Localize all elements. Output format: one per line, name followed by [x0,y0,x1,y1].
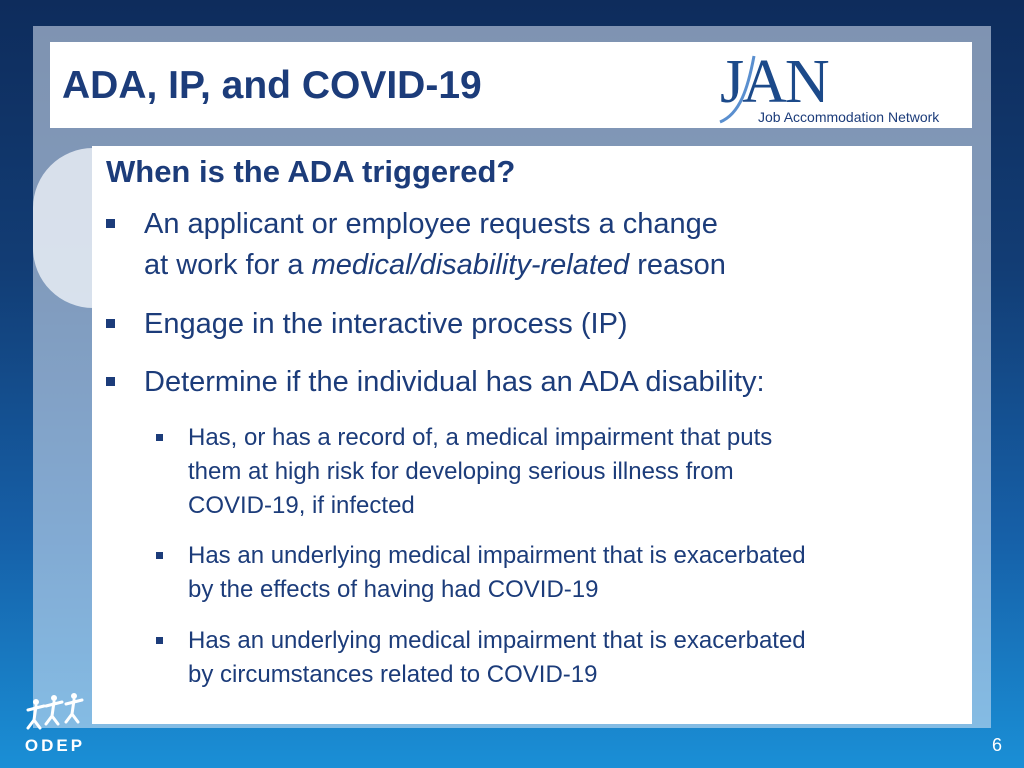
sub-bullet-line: them at high risk for developing serious illness from [188,458,734,485]
square-sub-bullet-icon [156,637,163,644]
sub-bullet-text [188,624,806,692]
sub-bullet-line: COVID-19, if infected [188,492,415,519]
sub-bullet-line: Has an underlying medical impairment that is exacerbated [188,542,806,569]
square-sub-bullet-icon [156,434,163,441]
page-number: 6 [991,735,1002,755]
square-bullet-icon [106,377,115,386]
bullet-line-pre: at work for a [144,249,312,281]
sub-bullet-line: by circumstances related to COVID-19 [188,661,598,688]
sub-bullet-line: Has, or has a record of, a medical impairment that puts [188,424,773,451]
sub-bullet-line: by the effects of having had COVID-19 [188,576,599,603]
jan-logo-subtitle: Job Accommodation Network [758,109,940,125]
section-heading: When is the ADA triggered? [106,154,516,189]
bullet-line-emphasis: medical/disability-related [311,249,630,281]
sub-bullet-text [188,539,806,607]
square-bullet-icon [106,319,115,328]
odep-logo [22,690,92,760]
odep-label: ODEP [24,736,86,755]
bullet-line-post: reason [629,249,726,281]
sub-bullet-text [188,421,772,523]
slide-title: ADA, IP, and COVID-19 [62,64,482,107]
sub-bullet-line: Has an underlying medical impairment that is exacerbated [188,627,806,654]
bullet-line: An applicant or employee requests a change [144,208,718,240]
content-panel [92,146,972,724]
bullet-line [144,245,726,286]
jan-logo-big-text: JAN [720,48,828,116]
odep-people-icon [22,690,92,738]
bullet-text: Determine if the individual has an ADA disability: [144,366,765,398]
bullet-text: Engage in the interactive process (IP) [144,308,628,340]
square-bullet-icon [106,219,115,228]
bullet-text [144,204,726,286]
jan-logo [714,48,958,126]
title-bar [50,42,972,128]
square-sub-bullet-icon [156,552,163,559]
